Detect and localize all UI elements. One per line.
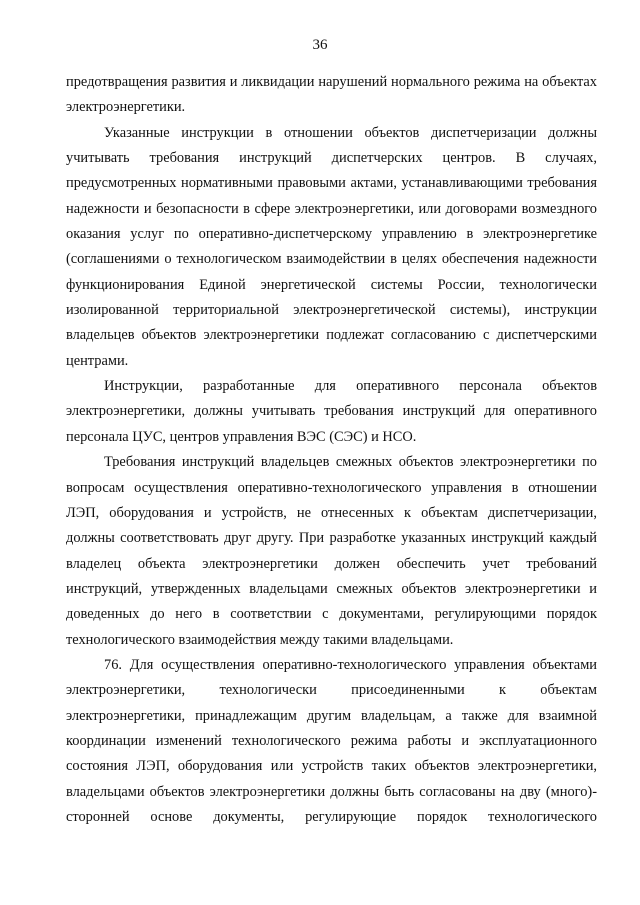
paragraph-continuation: предотвращения развития и ликвидации нарушений нормального режима на объектах электроэнергетики. [66,74,597,116]
document-body [66,70,597,830]
page-number: 36 [312,37,328,53]
paragraph-adjacent-owners: Требования инструкций владельцев смежных объектов электроэнергетики по вопросам осуществления оперативно-технологического управления в отношении ЛЭП, оборудования и устройств, не отнесенных к объектам диспетчеризации, должны соответствовать друг другу. При разработке указанных инструкций каждый владелец объекта электроэнергетики должен обеспечить учет требований инструкций, утвержденных владельцами смежных объектов электроэнергетики и доведенных до него в соответствии с документами, регулирующими порядок технологического взаимодействия между такими владельцами. [66,454,597,648]
paragraph-instructions-coordination: Указанные инструкции в отношении объектов диспетчеризации должны учитывать требования инструкций диспетчерских центров. В случаях, предусмотренных нормативными правовыми актами, устанавливающими требования надежности и безопасности в сфере электроэнергетики, или договорами возмездного оказания услуг по оперативно-диспетчерскому управлению в электроэнергетике (соглашениями о технологическом взаимодействии в целях обеспечения надежности функционирования Единой энергетической системы России, технологически изолированной территориальной электроэнергетической системы), инструкции владельцев объектов электроэнергетики подлежат согласованию с диспетчерскими центрами. [66,124,597,369]
paragraph-operative-personnel: Инструкции, разработанные для оперативного персонала объектов электроэнергетики, должны учитывать требования инструкций для оперативного персонала ЦУС, центров управления ВЭС (СЭС) и НСО. [66,378,597,445]
paragraph-item-76: 76. Для осуществления оперативно-технологического управления объектами электроэнергетики, технологически присоединенными к объектам электроэнергетики, принадлежащим другим владельцам, а также для взаимной координации изменений технологического режима работы и эксплуатационного состояния ЛЭП, оборудования или устройств таких объектов электроэнергетики, владельцами объектов электроэнергетики должны быть согласованы на дву (много)-сторонней основе документы, регулирующие порядок технологического [66,656,597,825]
